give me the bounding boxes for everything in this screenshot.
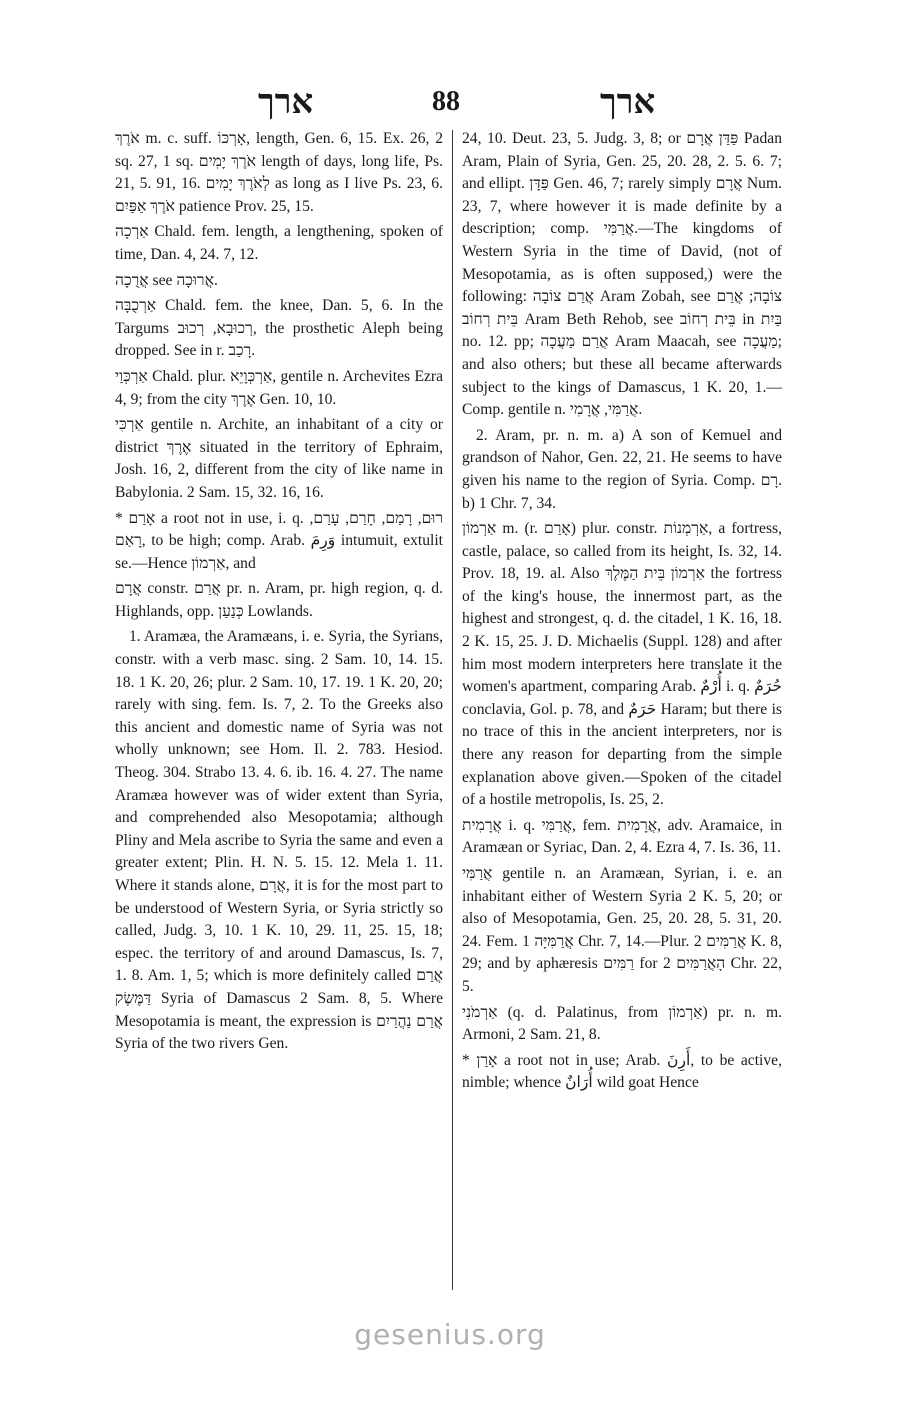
left-column <box>115 128 443 1059</box>
entry-arkubba: אַרְכֻבָּה Chald. fem. the knee, Dan. 5, 6. In the Targums רְכוּבָא, רְכוּב, the prosthetic Aleph being dropped. See in r. רָכַב. <box>115 297 443 360</box>
entry-root-aram: * אָרַם a root not in use, i. q. רוּם, רָמַם, חָרַם, עָרַם, רָאַם, to be high; comp. Arab. وَرِمَ intumuit, extulit se.—Hence אַרְמוֹן, and <box>115 509 443 572</box>
entry-root-aran: * אָרַן a root not in use; Arab. أَرِنَ, to be active, nimble; whence أُرَانٌ wild goat Hence <box>462 1051 783 1092</box>
column-divider <box>452 130 453 1290</box>
entry-aram-sense-2: 2. Aram, pr. n. m. a) A son of Kemuel and grandson of Nahor, Gen. 22, 21. He seems to have given his name to the region of Syria. Comp. רָם. b) 1 Chr. 7, 34. <box>462 426 782 512</box>
right-column <box>462 128 782 1098</box>
running-headword-left: ארך <box>258 84 314 121</box>
entry-arkha: אַרְכָה Chald. fem. length, a lengthening, spoken of time, Dan. 4, 24. 7, 12. <box>115 223 443 263</box>
entry-aram-sense-1: 1. Aramæa, the Aramæans, i. e. Syria, the Syrians, constr. with a verb masc. sing. 2 Sam. 10, 14. 15. 18. 1 K. 20, 26; plur. 2 Sam. 10, 17. 19. 1 K. 20, 20; rarely with sing. fem. Is. 7, 2. To the Greeks also this ancient and domestic name of Syria was not wholly unknown; see Hom. Il. 2. 783. Hesiod. Theog. 304. Strabo 13. 4. 6. ib. 16. 4. 27. The name Aramæa however was of wider extent than Syria, and comprehended also Mesopotamia; although Pliny and Mela ascribe to Syria the same and even a greater extent; Plin. H. N. 5. 15. 12. Mela 1. 11. Where it stands alone, אֲרָם, it is for the most part to be understood of Western Syria, or Syria strictly so called, Judg. 3, 10. 1 K. 10, 29. 11, 25. 15, 18; espec. the territory of and around Damascus, Is. 7, 1. 8. Am. 1, 5; which is more definitely called אֲרַם דַּמֶּשֶׂק Syria of Damascus 2 Sam. 8, 5. Where Mesopotamia is meant, the expression is אֲרַם נַהֲרַיִם Syria of the two rivers Gen. <box>115 628 444 1053</box>
entry-armoni: אַרְמֹנִי (q. d. Palatinus, from אַרְמוֹן) pr. n. m. Armoni, 2 Sam. 21, 8. <box>462 1003 782 1044</box>
entry-orekh: אֹרֶךְ m. c. suff. אָרְכּוֹ, length, Gen. 6, 15. Ex. 26, 2 sq. 27, 1 sq. אֹרֶךְ יָמִים length of days, long life, Ps. 21, 5. 91, 16. לְאֹרֶךְ יָמִים as long as I live Ps. 23, 6. אֹרֶךְ אַפַּיִם patience Prov. 25, 15. <box>115 130 444 215</box>
entry-arukha-see: אֲרֻכָה see אֲרוּכָה. <box>115 271 218 289</box>
entry-aram: אֲרָם constr. אֲרַם pr. n. Aram, pr. high region, q. d. Highlands, opp. כְּנַעַן Lowlands. <box>115 580 443 620</box>
entry-aram-continued: 24, 10. Deut. 23, 5. Judg. 3, 8; or פַּדַּן אֲרָם Padan Aram, Plain of Syria, Gen. 25, 20. 28, 2. 5. 6. 7; and ellipt. פַּדָּן Gen. 46, 7; rarely simply אֲרָם Num. 23, 7, where however it is made definite by a description; comp. אֲרַמִּי.—The kingdoms of Western Syria in the time of David, (not of Mesopotamia, as is often supposed,) were the following: אֲרַם צוֹבָה Aram Zobah, see צוֹבָה; אֲרַם בֵּית רְחוֹב Aram Beth Rehob, see בֵּית רְחוֹב in בַּיִת no. 12. pp; אֲרַם מַעֲכָה Aram Maacah, see מַעֲכָה; and also others; but these all became afterwards subject to the kings of Damascus, 1 K. 20, 1.—Comp. gentile n. אֲרַמִּי, אֲרָמִי. <box>462 130 782 419</box>
site-watermark: gesenius.org <box>354 1318 546 1351</box>
running-headword-right: ארך <box>600 84 656 121</box>
page-header <box>0 84 900 124</box>
entry-arammi: אֲרַמִּי gentile n. an Aramæan, Syrian, i. e. an inhabitant either of Western Syria 2 K. 5, 20; or also of Mesopotamia, Gen. 25, 20. 28, 5. 31, 20. 24. Fem. אֲרַמִּיָּה 1 Chr. 7, 14.—Plur. אֲרַמִּים 2 K. 8, 29; and by aphæresis רַמִּים for הָאֲרַמִּים 2 Chr. 22, 5. <box>462 865 783 995</box>
entry-arkevai: אַרְכְּוַי Chald. plur. אַרְכְּוָיֵא, gentile n. Archevites Ezra 4, 9; from the city אֶרֶךְ Gen. 10, 10. <box>115 367 444 408</box>
page-number: 88 <box>432 86 460 117</box>
entry-armon: אַרְמוֹן m. (r. אָרַם) plur. constr. אַרְמְנוֹת, a fortress, castle, palace, so called from its height, Is. 32, 14. Prov. 18, 19. al. Also אַרְמוֹן בֵּית הַמֶּלֶךְ the fortress of the king's house, the innermost part, as the highest and strongest, q. d. the citadel, 1 K. 16, 18. 2 K. 15, 25. J. D. Michaelis (Suppl. 128) and after him most modern interpreters here translate it the women's apartment, comparing Arab. أُرْمٌ i. q. حُرَمٌ conclavia, Gol. p. 78, and حَرَمٌ Haram; but there is no trace of this in the ancient interpreters, nor is there any reason for departing from the simple explanation above given.—Spoken of the citadel of a hostile metropolis, Is. 25, 2. <box>462 520 782 809</box>
entry-aramit: אֲרָמִית i. q. אֲרַמִּי, fem. אֲרָמִית, adv. Aramaice, in Aramæan or Syriac, Dan. 2, 4. Ezra 4, 7. Is. 36, 11. <box>462 816 783 857</box>
entry-arki: אַרְכִּי gentile n. Archite, an inhabitant of a city or district אֶרֶךְ situated in the territory of Ephraim, Josh. 16, 2, different from the city of like name in Babylonia. 2 Sam. 15, 32. 16, 16. <box>115 416 443 501</box>
